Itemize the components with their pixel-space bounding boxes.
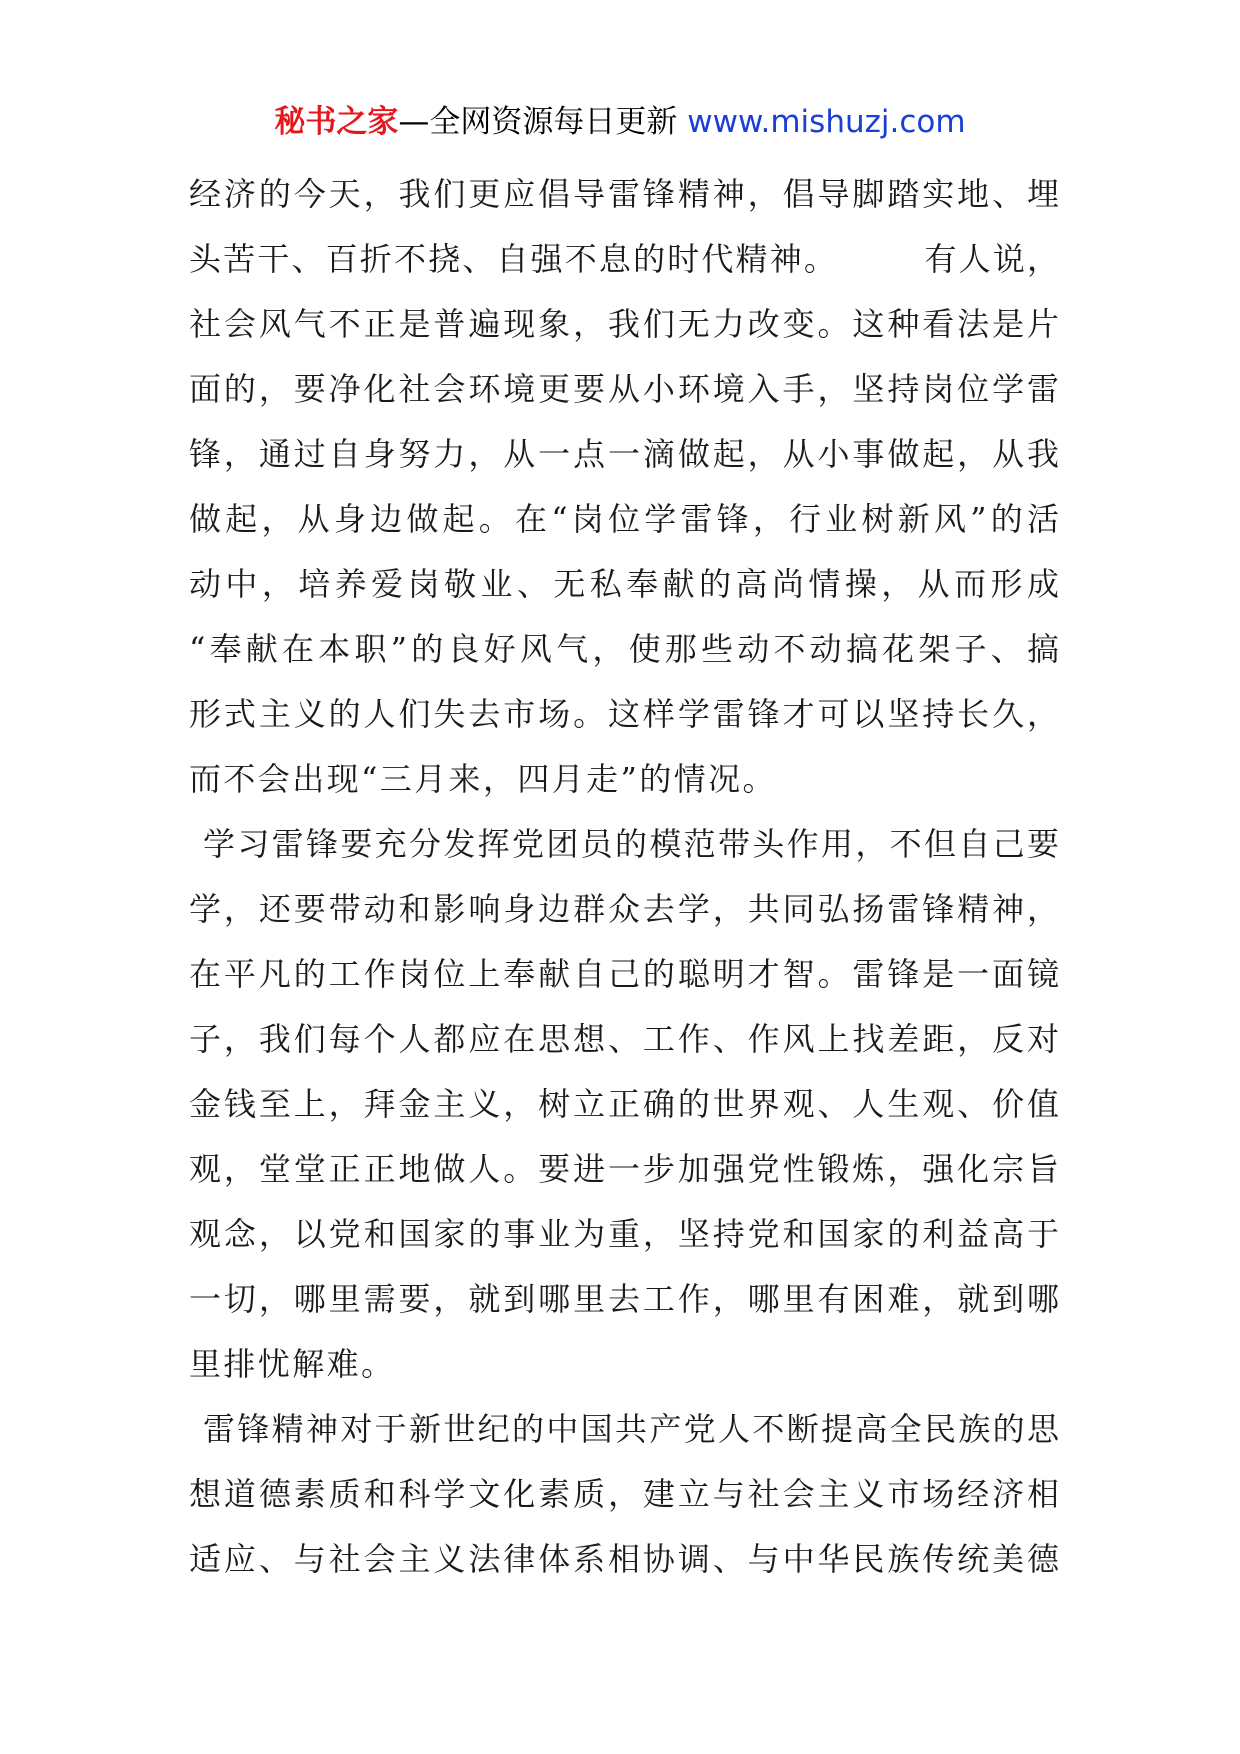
text-line: 想道德素质和科学文化素质，建立与社会主义市场经济相 — [189, 1475, 1059, 1513]
text-line: “奉献在本职”的良好风气，使那些动不动搞花架子、搞 — [189, 630, 1059, 668]
text-line: 金钱至上，拜金主义，树立正确的世界观、人生观、价值 — [189, 1085, 1059, 1123]
text-line: 动中，培养爱岗敬业、无私奉献的高尚情操，从而形成 — [189, 565, 1059, 603]
text-line: 社会风气不正是普遍现象，我们无力改变。这种看法是片 — [189, 305, 1059, 343]
text-line: 锋，通过自身努力，从一点一滴做起，从小事做起，从我 — [189, 435, 1059, 473]
text-line: 形式主义的人们失去市场。这样学雷锋才可以坚持长久， — [189, 695, 1059, 733]
header-brand: 秘书之家 — [274, 104, 399, 140]
text-line: 观，堂堂正正地做人。要进一步加强党性锻炼，强化宗旨 — [189, 1150, 1059, 1188]
document-body — [189, 162, 1059, 1592]
paragraph-start-line: 学习雷锋要充分发挥党团员的模范带头作用，不但自己要 — [203, 825, 1059, 863]
text-line: 一切，哪里需要，就到哪里去工作，哪里有困难，就到哪 — [189, 1280, 1059, 1318]
page-header — [0, 100, 1240, 144]
text-line: 面的，要净化社会环境更要从小环境入手，坚持岗位学雷 — [189, 370, 1059, 408]
text-line: 做起，从身边做起。在“岗位学雷锋，行业树新风”的活 — [189, 500, 1059, 538]
text-line: 学，还要带动和影响身边群众去学，共同弘扬雷锋精神， — [189, 890, 1059, 928]
text-line: 适应、与社会主义法律体系相协调、与中华民族传统美德 — [189, 1540, 1059, 1578]
text-line: 里排忧解难。 — [189, 1345, 396, 1383]
header-slogan: —全网资源每日更新 — [398, 104, 678, 140]
text-line: 而不会出现“三月来，四月走”的情况。 — [189, 760, 777, 798]
text-line: 经济的今天，我们更应倡导雷锋精神，倡导脚踏实地、埋 — [189, 175, 1059, 213]
text-line: 子，我们每个人都应在思想、工作、作风上找差距，反对 — [189, 1020, 1059, 1058]
text-line: 在平凡的工作岗位上奉献自己的聪明才智。雷锋是一面镜 — [189, 955, 1059, 993]
header-url-link[interactable]: www.mishuzj.com — [687, 104, 966, 140]
text-line: 头苦干、百折不挠、自强不息的时代精神。 有人说， — [189, 240, 1059, 278]
paragraph-start-line: 雷锋精神对于新世纪的中国共产党人不断提高全民族的思 — [203, 1410, 1059, 1448]
text-line: 观念，以党和国家的事业为重，坚持党和国家的利益高于 — [189, 1215, 1059, 1253]
